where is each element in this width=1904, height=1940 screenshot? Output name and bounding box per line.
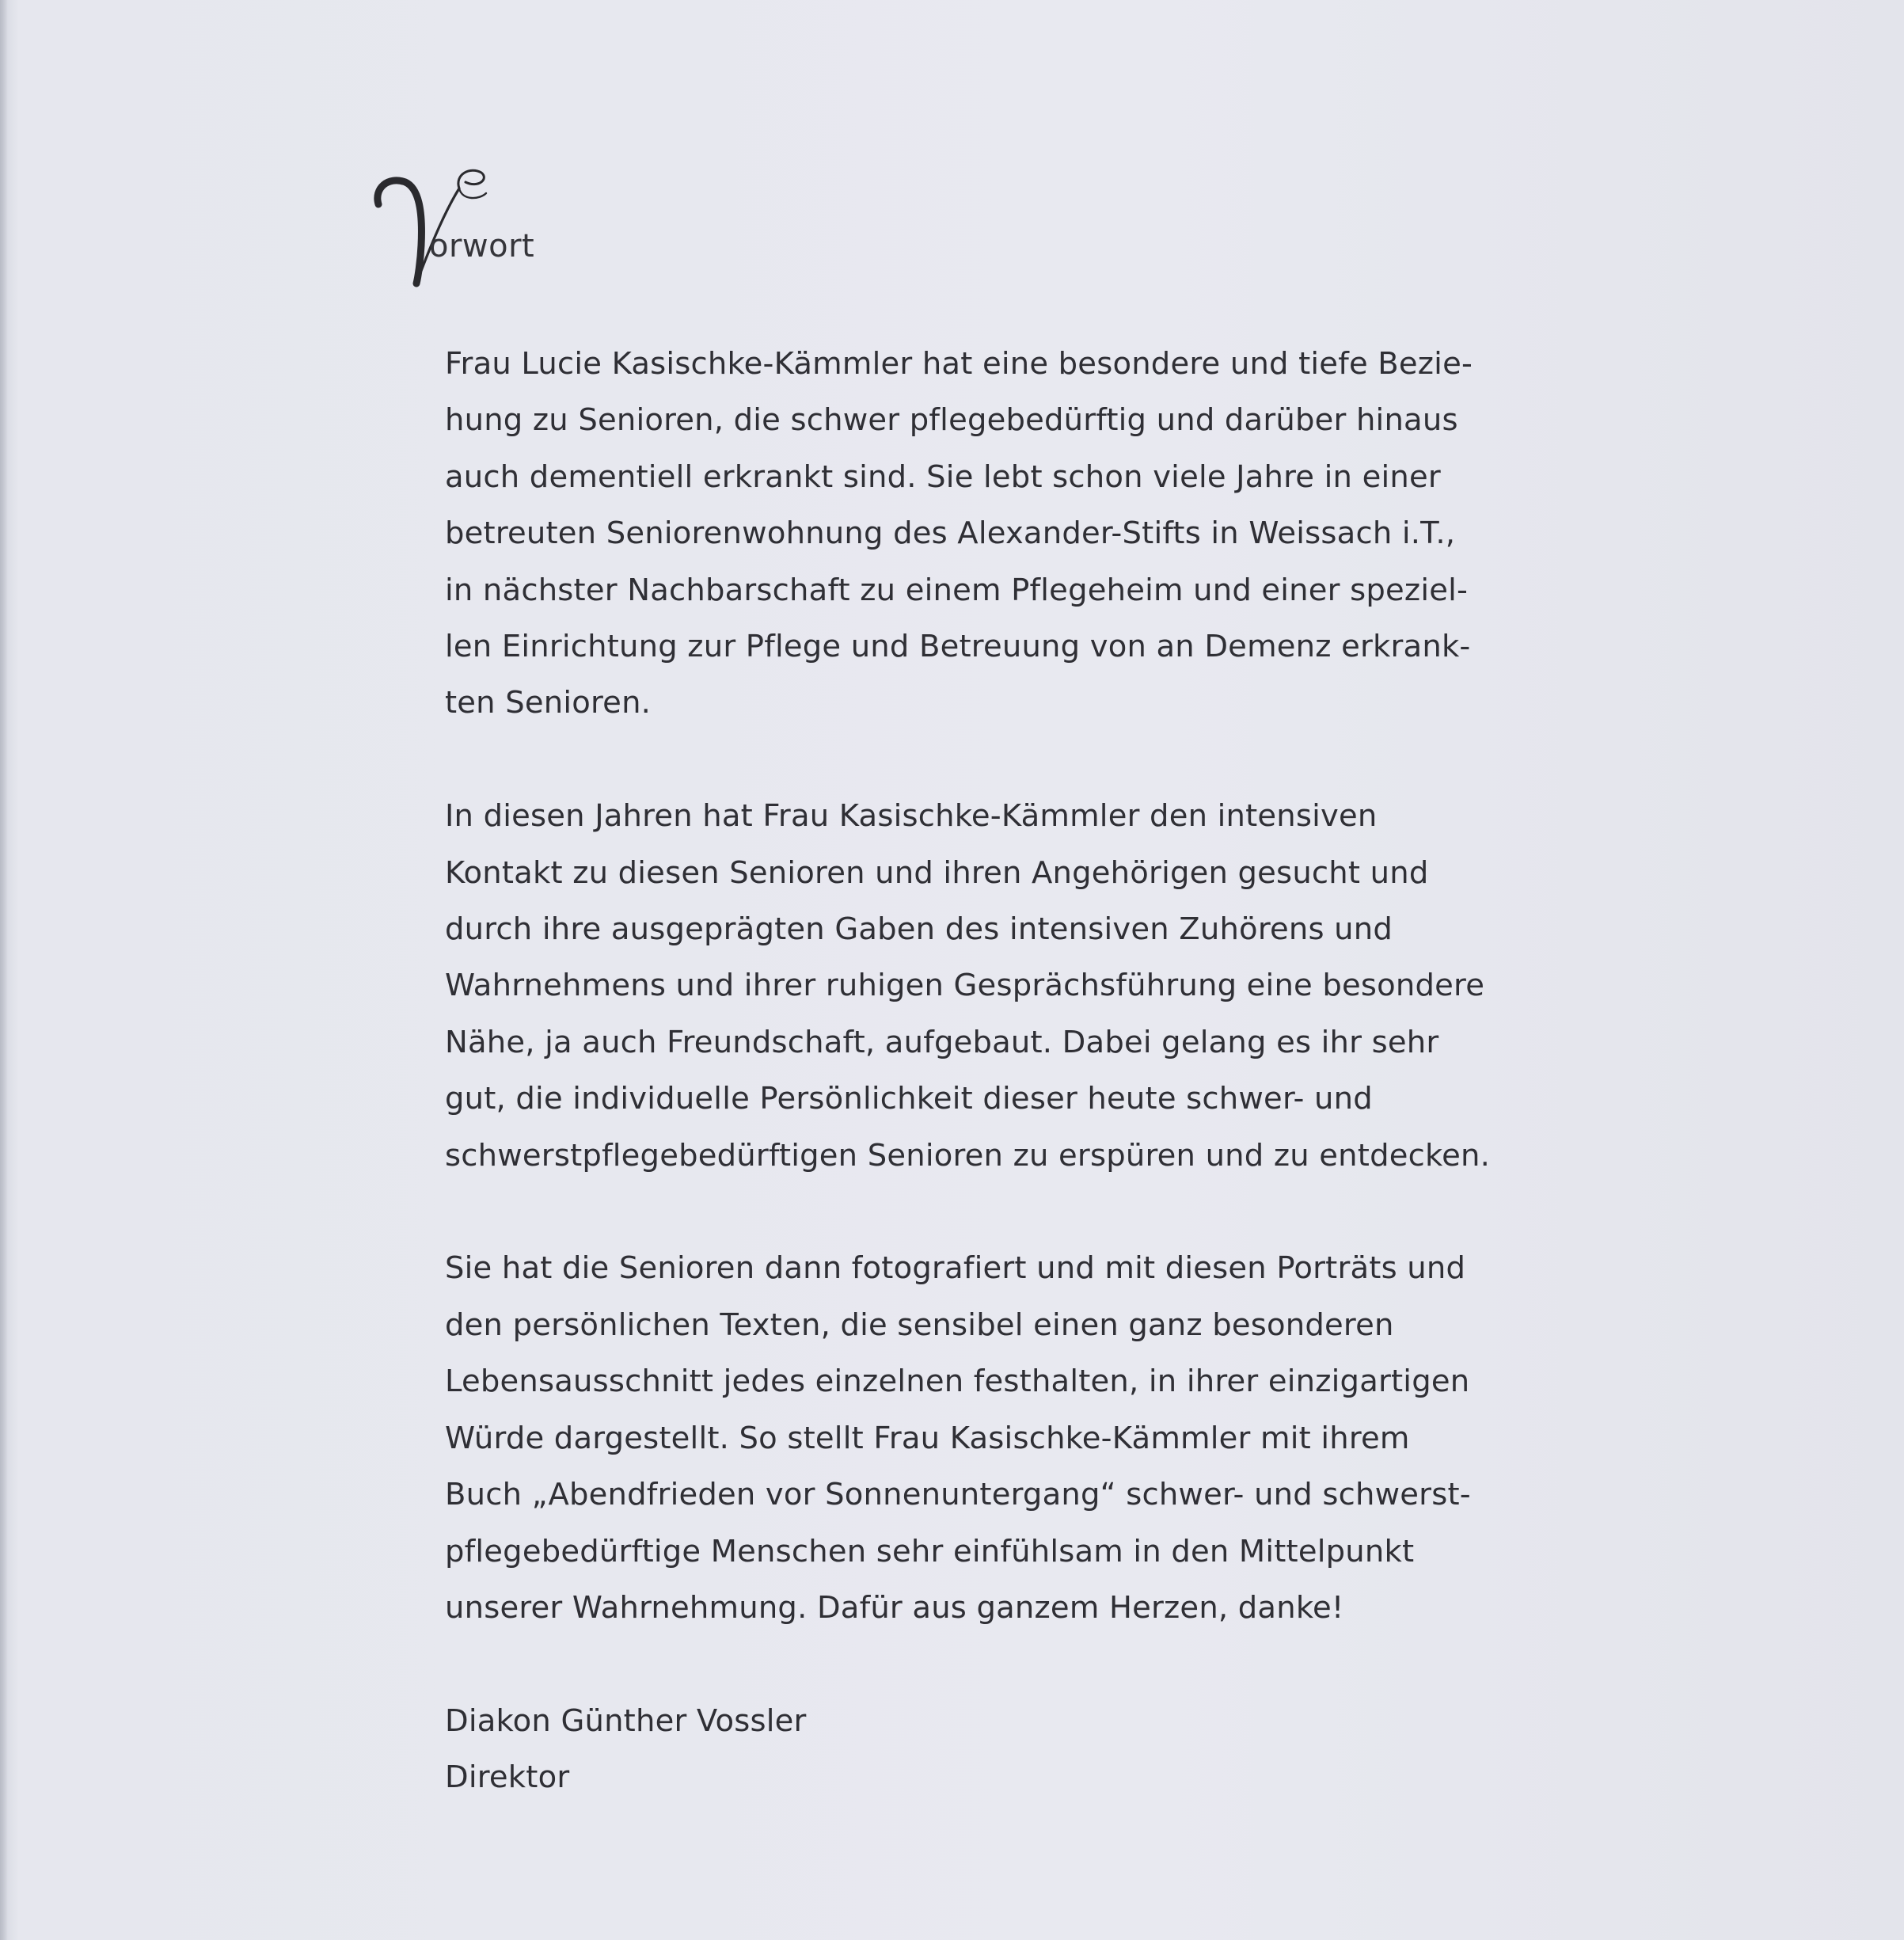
text-line: in nächster Nachbarschaft zu einem Pflegeheim und einer speziel- bbox=[445, 572, 1469, 608]
text-line: ten Senioren. bbox=[445, 685, 652, 721]
text-line: Wahrnehmens und ihrer ruhigen Gesprächsführung eine besondere bbox=[445, 968, 1485, 1004]
paragraph bbox=[445, 1240, 1498, 1636]
text-line: Buch „Abendfrieden vor Sonnenuntergang“ schwer- und schwerst- bbox=[445, 1477, 1471, 1513]
text-line: gut, die individuelle Persönlichkeit dieser heute schwer- und bbox=[445, 1081, 1373, 1117]
text-line: Frau Lucie Kasischke-Kämmler hat eine besondere und tiefe Bezie- bbox=[445, 346, 1473, 382]
text-line: Kontakt zu diesen Senioren und ihren Angehörigen gesucht und bbox=[445, 854, 1429, 891]
text-line: Nähe, ja auch Freundschaft, aufgebaut. Dabei gelang es ihr sehr bbox=[445, 1024, 1439, 1060]
text-line: len Einrichtung zur Pflege und Betreuung von an Demenz erkrank- bbox=[445, 629, 1471, 665]
page-heading bbox=[371, 158, 687, 293]
foreword-body bbox=[445, 336, 1498, 1806]
signature-name: Diakon Günther Vossler bbox=[445, 1702, 807, 1739]
text-line: Sie hat die Senioren dann fotografiert und mit diesen Porträts und bbox=[445, 1250, 1466, 1287]
heading-text: orwort bbox=[429, 228, 535, 264]
signature-block bbox=[445, 1693, 1498, 1806]
text-line: Würde dargestellt. So stellt Frau Kasischke-Kämmler mit ihrem bbox=[445, 1420, 1410, 1456]
text-line: In diesen Jahren hat Frau Kasischke-Kämmler den intensiven bbox=[445, 798, 1378, 835]
text-line: hung zu Senioren, die schwer pflegebedürftig und darüber hinaus bbox=[445, 402, 1458, 439]
binding-shadow bbox=[0, 0, 8, 1940]
paragraph bbox=[445, 788, 1498, 1184]
signature-title: Direktor bbox=[445, 1759, 570, 1796]
ornamental-initial-v bbox=[371, 158, 489, 293]
text-line: betreuten Seniorenwohnung des Alexander-Stifts in Weissach i.T., bbox=[445, 515, 1456, 552]
text-line: den persönlichen Texten, die sensibel einen ganz besonderen bbox=[445, 1307, 1394, 1343]
text-line: auch dementiell erkrankt sind. Sie lebt schon viele Jahre in einer bbox=[445, 458, 1441, 495]
text-line: durch ihre ausgeprägten Gaben des intensiven Zuhörens und bbox=[445, 911, 1393, 948]
paragraph bbox=[445, 336, 1498, 732]
text-line: pflegebedürftige Menschen sehr einfühlsam in den Mittelpunkt bbox=[445, 1533, 1415, 1569]
text-line: Lebensausschnitt jedes einzelnen festhalten, in ihrer einzigartigen bbox=[445, 1364, 1470, 1400]
text-line: schwerstpflegebedürftigen Senioren zu erspüren und zu entdecken. bbox=[445, 1137, 1491, 1174]
text-line: unserer Wahrnehmung. Dafür aus ganzem Herzen, danke! bbox=[445, 1589, 1344, 1626]
